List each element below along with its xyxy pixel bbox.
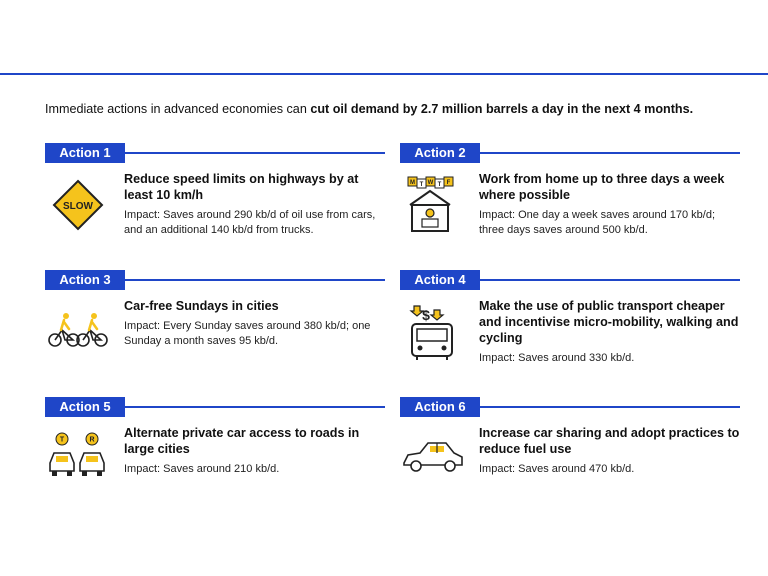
action-label: Action 4 <box>400 270 480 290</box>
header-rule <box>125 406 385 408</box>
top-divider <box>0 73 768 75</box>
action-header <box>45 397 385 417</box>
action-impact: Impact: Saves around 210 kb/d. <box>124 463 280 475</box>
action-card-6 <box>400 397 740 475</box>
plate-r-text: R <box>89 436 95 444</box>
shared-car-icon <box>400 429 466 489</box>
weekday-w: W <box>427 180 434 186</box>
action-card-4 <box>400 270 740 364</box>
header-rule <box>480 152 740 154</box>
action-header <box>45 143 385 163</box>
action-header <box>45 270 385 290</box>
action-header <box>400 143 740 163</box>
action-body <box>479 425 740 477</box>
dollar-sign-icon: $ <box>422 307 430 323</box>
action-impact: Impact: Every Sunday saves around 380 kb/d; one Sunday a month saves 95 kb/d. <box>124 320 371 347</box>
weekday-t2: T <box>437 182 442 188</box>
action-body <box>479 171 740 238</box>
action-title: Make the use of public transport cheaper and incentivise micro-mobility, walking and cycling <box>479 299 739 345</box>
weekday-t: T <box>419 182 424 188</box>
slow-sign-icon <box>45 175 111 235</box>
intro-text <box>45 102 693 116</box>
action-impact: Impact: Saves around 330 kb/d. <box>479 352 635 364</box>
action-label: Action 1 <box>45 143 125 163</box>
header-rule <box>480 279 740 281</box>
action-body <box>124 171 385 238</box>
header-rule <box>125 152 385 154</box>
action-label: Action 3 <box>45 270 125 290</box>
action-body <box>124 298 385 349</box>
action-impact: Impact: Saves around 470 kb/d. <box>479 463 635 475</box>
header-rule <box>125 279 385 281</box>
work-from-home-icon <box>400 175 466 235</box>
bus-icon <box>400 302 466 362</box>
action-title: Alternate private car access to roads in large cities <box>124 426 360 456</box>
slow-sign-text: SLOW <box>63 201 93 212</box>
action-card-5 <box>45 397 385 475</box>
weekday-m: M <box>410 180 415 186</box>
action-header <box>400 397 740 417</box>
action-title: Reduce speed limits on highways by at least 10 km/h <box>124 172 359 202</box>
header-rule <box>480 406 740 408</box>
intro-lead: Immediate actions in advanced economies can <box>45 102 311 116</box>
alternating-cars-icon <box>45 429 111 489</box>
plate-t-text: T <box>59 436 65 444</box>
weekday-f: F <box>446 180 451 186</box>
action-title: Car-free Sundays in cities <box>124 299 279 313</box>
action-title: Work from home up to three days a week where possible <box>479 172 725 202</box>
action-label: Action 5 <box>45 397 125 417</box>
action-label: Action 6 <box>400 397 480 417</box>
action-title: Increase car sharing and adopt practices to reduce fuel use <box>479 426 740 456</box>
action-impact: Impact: Saves around 290 kb/d of oil use from cars, and an additional 140 kb/d from trucks. <box>124 209 376 236</box>
action-header <box>400 270 740 290</box>
action-card-3 <box>45 270 385 347</box>
action-body <box>124 425 385 477</box>
action-impact: Impact: One day a week saves around 170 kb/d; three days saves around 500 kb/d. <box>479 209 716 236</box>
action-label: Action 2 <box>400 143 480 163</box>
action-body <box>479 298 740 366</box>
cyclists-icon <box>45 302 111 362</box>
intro-bold: cut oil demand by 2.7 million barrels a day in the next 4 months. <box>310 102 694 116</box>
action-card-2 <box>400 143 740 236</box>
action-card-1 <box>45 143 385 236</box>
